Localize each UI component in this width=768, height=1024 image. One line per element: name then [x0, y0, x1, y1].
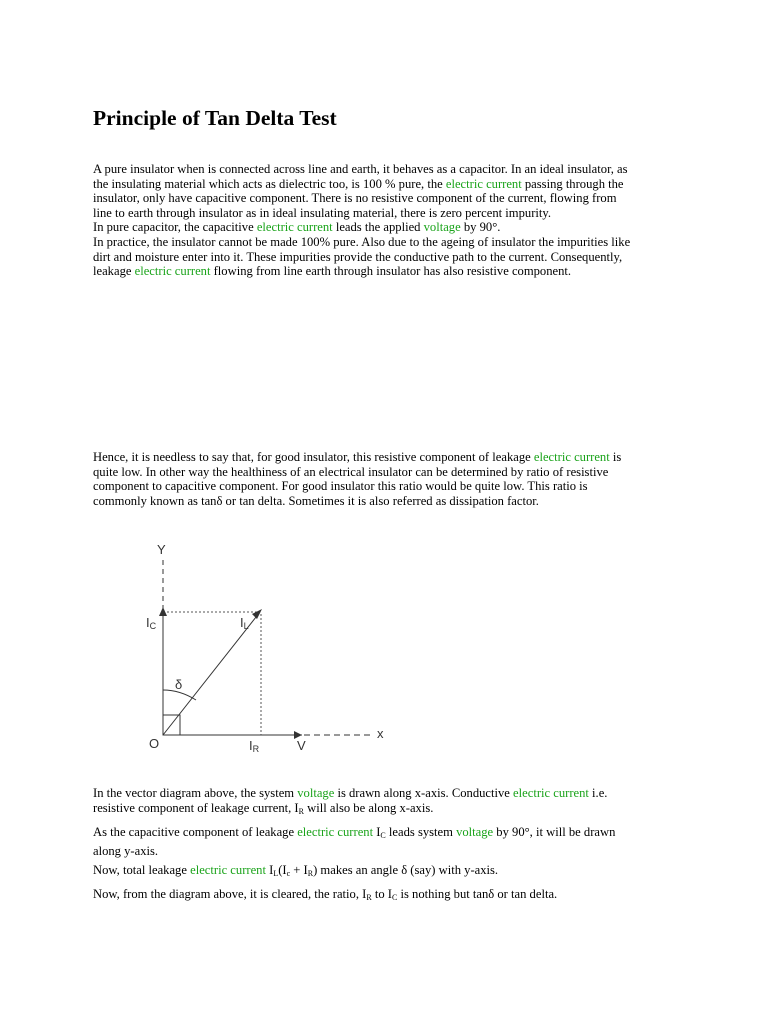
- ir-label: IR: [249, 738, 260, 754]
- text-line: leakage electric current flowing from line earth through insulator has also resistive component.: [93, 264, 572, 279]
- origin-label: O: [149, 736, 160, 751]
- voltage-link[interactable]: voltage: [297, 786, 335, 800]
- ic-arrowhead: [159, 607, 167, 616]
- text-line: the insulating material which acts as dielectric too, is 100 % pure, the electric current passing through the: [93, 176, 624, 191]
- page-title: Principle of Tan Delta Test: [93, 106, 337, 130]
- text-line: quite low. In other way the healthiness of an electrical insulator can be determined by ratio of resistive: [93, 464, 609, 479]
- explanation-paragraph-2: [93, 825, 683, 858]
- voltage-link[interactable]: voltage: [456, 825, 494, 839]
- text-line: commonly known as tanδ or tan delta. Sometimes it is also referred as dissipation factor.: [93, 493, 539, 508]
- explanation-paragraph-3: [93, 863, 683, 882]
- explanation-paragraph-4: [93, 887, 683, 906]
- text-line: insulator, only have capacitive component. There is no resistive component of the current, flowing from: [93, 191, 617, 206]
- delta-label: δ: [175, 677, 183, 692]
- text-line: component to capacitive component. For good insulator this ratio would be quite low. This ratio is: [93, 479, 588, 494]
- y-axis-label: Y: [157, 542, 166, 557]
- x-axis-label: x: [377, 726, 384, 741]
- electric-current-link[interactable]: electric current: [533, 450, 610, 464]
- electric-current-link[interactable]: electric current: [513, 786, 589, 800]
- text-line: A pure insulator when is connected across line and earth, it behaves as a capacitor. In an ideal insulator, as: [93, 162, 628, 176]
- il-label: IL: [240, 615, 249, 631]
- electric-current-link[interactable]: electric current: [134, 264, 211, 279]
- text-line: In pure capacitor, the capacitive electric current leads the applied voltage by 90°.: [93, 220, 501, 235]
- text-line: resistive component of leakage current, $I_R$ will also be along x-axis.: [93, 800, 434, 816]
- electric-current-link[interactable]: electric current: [445, 176, 522, 191]
- electric-current-link[interactable]: electric current: [190, 863, 266, 877]
- text-line: In the vector diagram above, the system voltage is drawn along x-axis. Conductive electric current i.e.: [93, 786, 608, 800]
- electric-current-link[interactable]: electric current: [297, 825, 374, 839]
- text-line: In practice, the insulator cannot be made 100% pure. Also due to the ageing of insulator the impurities like: [93, 234, 631, 249]
- explanation-paragraph-1: [93, 786, 683, 819]
- v-label: V: [297, 738, 306, 753]
- text-line: Now, total leakage electric current $I_L(I_c + I_R)$ makes an angle δ (say) with y-axis.: [93, 863, 499, 878]
- ic-label: IC: [146, 615, 157, 631]
- text-line: Now, from the diagram above, it is cleared, the ratio, $I_R$ to $I_C$ is nothing but tanδ or tan delta.: [93, 887, 558, 902]
- text-line: line to earth through insulator as in ideal insulating material, there is zero percent impurity.: [93, 205, 552, 220]
- voltage-link[interactable]: voltage: [423, 220, 461, 235]
- text-line: Hence, it is needless to say that, for good insulator, this resistive component of leakage electric current is: [93, 450, 622, 464]
- text-line: dirt and moisture enter into it. These impurities provide the conductive path to the current. Consequently,: [93, 249, 623, 264]
- text-line: along y-axis.: [93, 843, 159, 858]
- text-line: As the capacitive component of leakage electric current $I_C$ leads system voltage by 90°, it will be drawn: [93, 825, 616, 840]
- electric-current-link[interactable]: electric current: [256, 220, 333, 235]
